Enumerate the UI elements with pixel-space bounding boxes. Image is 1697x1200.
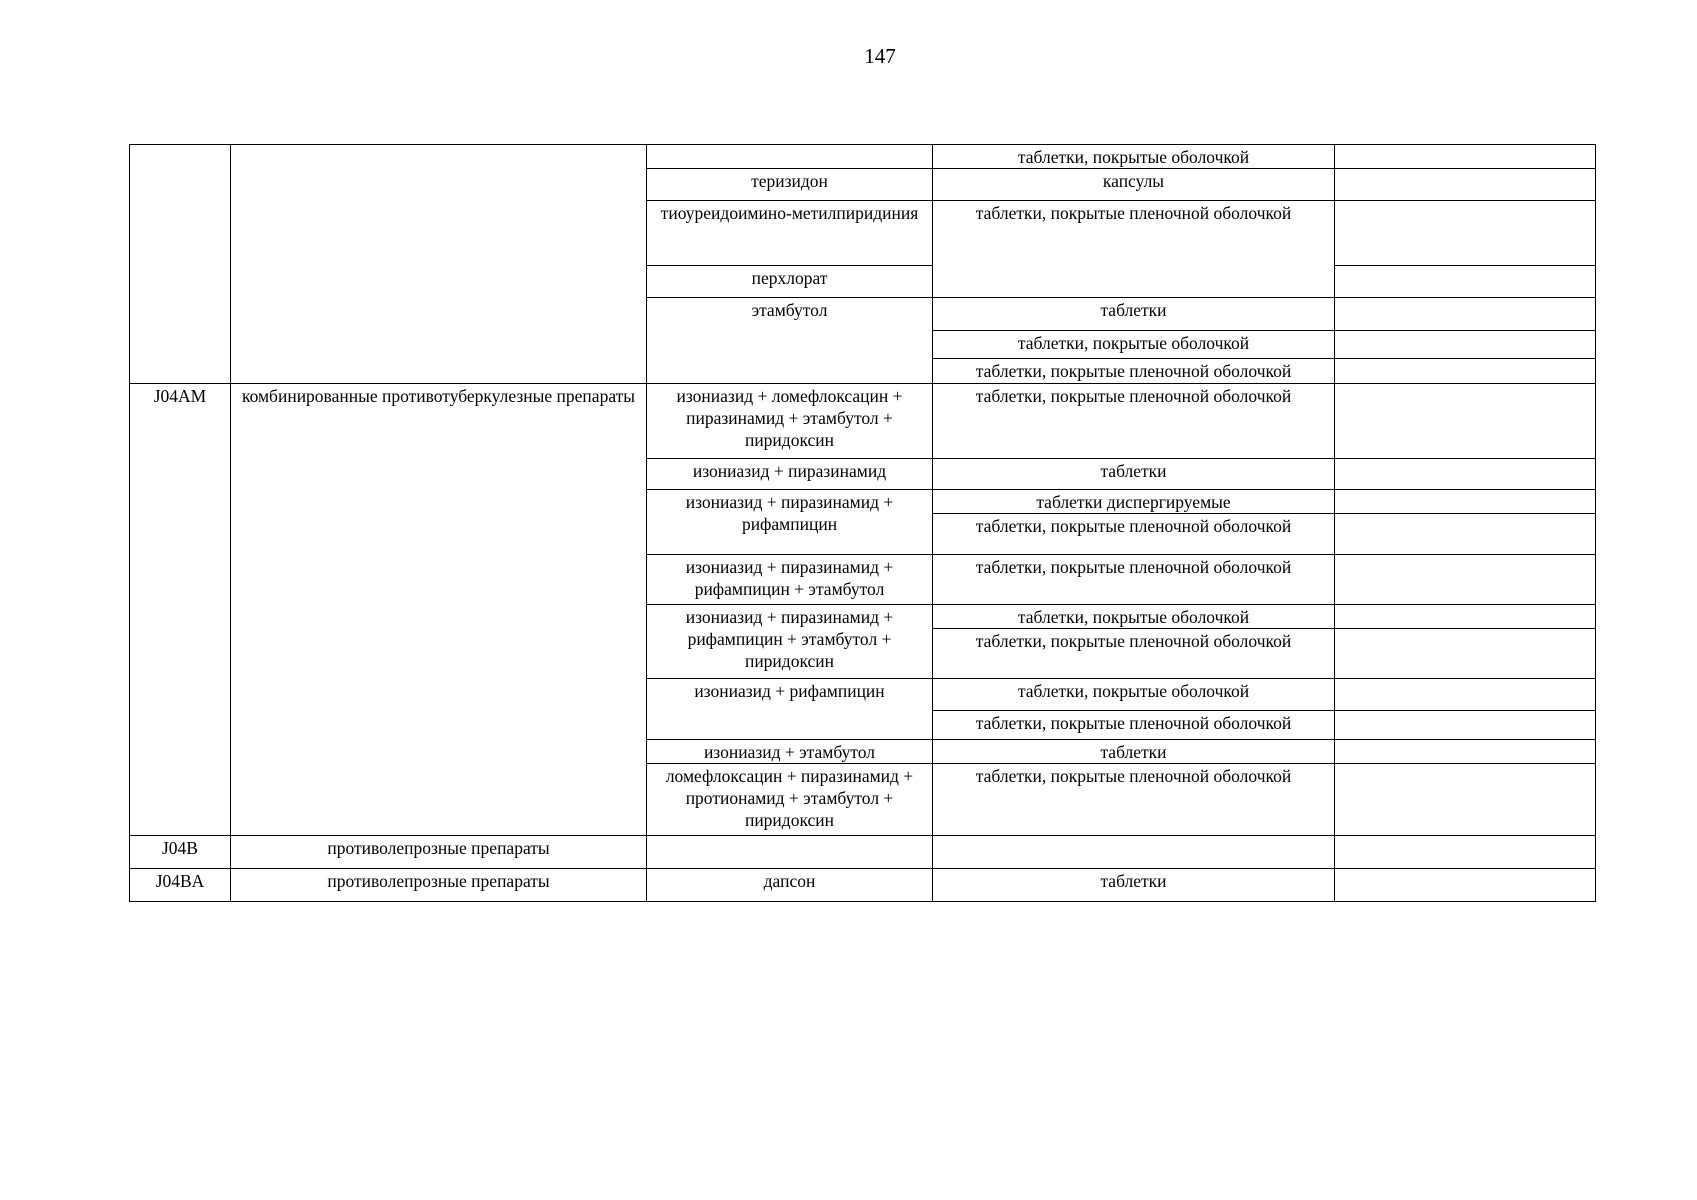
note-cell	[1335, 514, 1596, 555]
page-number: 147	[864, 44, 896, 68]
atc-group-cell: комбинированные противотуберкулезные препараты	[231, 384, 647, 836]
note-cell	[1335, 711, 1596, 740]
atc-code-cell: J04BA	[130, 869, 231, 902]
dosage-form-cell: таблетки, покрытые пленочной оболочкой	[933, 711, 1335, 740]
drug-name-cell: ломефлоксацин + пиразинамид + протионамид + этамбутол + пиридоксин	[647, 764, 933, 836]
note-cell	[1335, 490, 1596, 514]
table-row	[130, 836, 1596, 869]
drug-name-cell: этамбутол	[647, 298, 933, 384]
note-cell	[1335, 359, 1596, 384]
table-row	[130, 869, 1596, 902]
table-row	[130, 384, 1596, 459]
dosage-form-cell: таблетки, покрытые пленочной оболочкой	[933, 629, 1335, 679]
atc-code-cell: J04AM	[130, 384, 231, 836]
note-cell	[1335, 331, 1596, 359]
drug-name-cell: изониазид + ломефлоксацин + пиразинамид + этамбутол + пиридоксин	[647, 384, 933, 459]
note-cell	[1335, 298, 1596, 331]
dosage-form-cell: таблетки, покрытые пленочной оболочкой	[933, 384, 1335, 459]
drug-name-cell: дапсон	[647, 869, 933, 902]
dosage-form-cell: таблетки, покрытые оболочкой	[933, 331, 1335, 359]
dosage-form-cell: таблетки, покрытые пленочной оболочкой	[933, 555, 1335, 605]
atc-group-cell: противолепрозные препараты	[231, 869, 647, 902]
drug-name-cell: изониазид + пиразинамид	[647, 459, 933, 490]
drug-name-cell: изониазид + пиразинамид + рифампицин + этамбутол	[647, 555, 933, 605]
dosage-form-cell	[933, 836, 1335, 869]
dosage-form-cell: таблетки	[933, 459, 1335, 490]
dosage-form-cell: таблетки диспергируемые	[933, 490, 1335, 514]
dosage-form-cell: таблетки, покрытые оболочкой	[933, 679, 1335, 711]
dosage-form-cell: таблетки, покрытые оболочкой	[933, 145, 1335, 169]
table-row	[130, 145, 1596, 169]
note-cell	[1335, 629, 1596, 679]
note-cell	[1335, 869, 1596, 902]
atc-code-cell: J04B	[130, 836, 231, 869]
dosage-form-cell: таблетки	[933, 869, 1335, 902]
dosage-form-cell: таблетки, покрытые оболочкой	[933, 605, 1335, 629]
note-cell	[1335, 555, 1596, 605]
note-cell	[1335, 145, 1596, 169]
atc-group-cell	[231, 145, 647, 384]
note-cell	[1335, 384, 1596, 459]
note-cell	[1335, 836, 1596, 869]
drug-name-cell: теризидон	[647, 169, 933, 201]
note-cell	[1335, 201, 1596, 266]
dosage-form-cell: капсулы	[933, 169, 1335, 201]
drug-name-cell	[647, 836, 933, 869]
drug-table	[129, 144, 1596, 902]
atc-group-cell: противолепрозные препараты	[231, 836, 647, 869]
note-cell	[1335, 605, 1596, 629]
drug-name-cell: перхлорат	[647, 266, 933, 298]
drug-name-cell: изониазид + пиразинамид + рифампицин + этамбутол + пиридоксин	[647, 605, 933, 679]
note-cell	[1335, 169, 1596, 201]
drug-name-cell: изониазид + пиразинамид + рифампицин	[647, 490, 933, 555]
note-cell	[1335, 459, 1596, 490]
atc-code-cell	[130, 145, 231, 384]
dosage-form-cell: таблетки	[933, 298, 1335, 331]
dosage-form-cell: таблетки	[933, 740, 1335, 764]
dosage-form-cell: таблетки, покрытые пленочной оболочкой	[933, 359, 1335, 384]
dosage-form-cell: таблетки, покрытые пленочной оболочкой	[933, 201, 1335, 298]
note-cell	[1335, 266, 1596, 298]
note-cell	[1335, 764, 1596, 836]
dosage-form-cell: таблетки, покрытые пленочной оболочкой	[933, 764, 1335, 836]
note-cell	[1335, 740, 1596, 764]
drug-name-cell: изониазид + рифампицин	[647, 679, 933, 740]
drug-name-cell: тиоуреидоимино-метилпиридиния	[647, 201, 933, 266]
dosage-form-cell: таблетки, покрытые пленочной оболочкой	[933, 514, 1335, 555]
drug-name-cell: изониазид + этамбутол	[647, 740, 933, 764]
note-cell	[1335, 679, 1596, 711]
drug-name-cell	[647, 145, 933, 169]
